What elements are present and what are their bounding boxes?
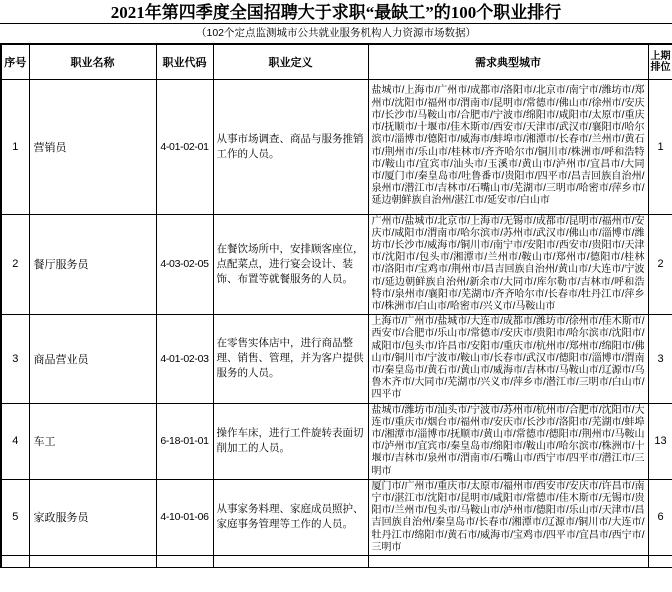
- occupation-code: [156, 555, 213, 567]
- demand-cities: 上海市/广州市/盐城市/大连市/成都市/潍坊市/徐州市/佳木斯市/西安市/合肥市/乐山市/常德市/安庆市/贵阳市/哈尔滨市/沈阳市/咸阳市/包头市/许昌市/安阳市/重庆市/杭州市/郑州市/绵阳市/佛山市/铜川市/宁波市/鞍山市/长春市/武汉市/德阳市/淄博市/渭南市/秦皇岛市/黄石市/黄山市/威海市/吉林市/马鞍山市/辽源市/乌鲁木齐市/大同市/芜湖市/兴义市/萍乡市/潜江市/三明市/白山市/四平市: [368, 315, 648, 403]
- table-row: [1, 403, 672, 479]
- occupation-name: 餐厅服务员: [29, 214, 156, 315]
- table-header: [1, 44, 672, 79]
- occupation-code: 4-03-02-05: [156, 214, 213, 315]
- row-number: 4: [1, 403, 29, 479]
- occupation-code: 4-01-02-03: [156, 315, 213, 403]
- col-header-occupation: 职业名称: [29, 44, 156, 79]
- occupation-name: [29, 555, 156, 567]
- table-body: [1, 79, 672, 567]
- table-row: [1, 79, 672, 214]
- demand-cities: 盐城市/上海市/广州市/成都市/洛阳市/北京市/南宁市/潍坊市/郑州市/沈阳市/福州市/渭南市/昆明市/常德市/佛山市/徐州市/安庆市/长沙市/马鞍山市/合肥市/宁波市/绵阳市/咸阳市/太原市/重庆市/抚顺市/十堰市/佳木斯市/西安市/天津市/武汉市/襄阳市/哈尔滨市/淄博市/德阳市/威海市/蚌埠市/湘潭市/长春市/兰州市/黄石市/荆州市/乐山市/桂林市/齐齐哈尔市/铜川市/株洲市/呼和浩特市/鞍山市/宜宾市/汕头市/玉溪市/黄山市/泸州市/宜昌市/大同市/厦门市/秦皇岛市/吐鲁番市/贵阳市/四平市/昌吉回族自治州/泉州市/潜江市/吉林市/石嘴山市/芜湖市/三明市/哈密市/萍乡市/延边朝鲜族自治州/湛江市/延安市/白山市: [368, 79, 648, 214]
- table-row: [1, 555, 672, 567]
- row-number: 5: [1, 479, 29, 555]
- demand-cities: [368, 555, 648, 567]
- occupation-definition: 从事家务料理、家庭成员照护、家庭事务管理等工作的人员。: [213, 479, 368, 555]
- occupation-definition: 在零售实体店中，进行商品整理、销售、管理，并为客户提供服务的人员。: [213, 315, 368, 403]
- occupation-name: 商品营业员: [29, 315, 156, 403]
- page-title: 2021年第四季度全国招聘大于求职“最缺工”的100个职业排行: [0, 0, 672, 24]
- previous-rank: 13: [648, 403, 672, 479]
- previous-rank: 1: [648, 79, 672, 214]
- previous-rank: 6: [648, 479, 672, 555]
- occupation-ranking-table: [0, 43, 672, 568]
- col-header-number: 序号: [1, 44, 29, 79]
- table-row: [1, 315, 672, 403]
- demand-cities: 厦门市/广州市/重庆市/太原市/福州市/西安市/安庆市/许昌市/南宁市/湛江市/沈阳市/昆明市/咸阳市/常德市/佳木斯市/无锡市/贵阳市/兰州市/包头市/马鞍山市/泸州市/德阳市/乐山市/天津市/昌吉回族自治州/秦皇岛市/长春市/湘潭市/辽源市/铜川市/大连市/牡丹江市/绵阳市/黄石市/威海市/宝鸡市/四平市/宜昌市/西宁市/三明市: [368, 479, 648, 555]
- table-row: [1, 214, 672, 315]
- table-row: [1, 479, 672, 555]
- occupation-code: 6-18-01-01: [156, 403, 213, 479]
- occupation-definition: [213, 555, 368, 567]
- occupation-definition: 操作车床，进行工件旋转表面切削加工的人员。: [213, 403, 368, 479]
- previous-rank: 2: [648, 214, 672, 315]
- previous-rank: 3: [648, 315, 672, 403]
- row-number: 2: [1, 214, 29, 315]
- row-number: [1, 555, 29, 567]
- occupation-name: 营销员: [29, 79, 156, 214]
- occupation-definition: 在餐饮场所中，安排顾客座位，点配菜点，进行宴会设计、装饰、布置等就餐服务的人员。: [213, 214, 368, 315]
- row-number: 3: [1, 315, 29, 403]
- col-header-cities: 需求典型城市: [368, 44, 648, 79]
- col-header-code: 职业代码: [156, 44, 213, 79]
- previous-rank: [648, 555, 672, 567]
- demand-cities: 盐城市/潍坊市/汕头市/宁波市/苏州市/杭州市/合肥市/沈阳市/大连市/重庆市/烟台市/福州市/安庆市/长沙市/洛阳市/芜湖市/蚌埠市/湘潭市/淄博市/抚顺市/黄山市/常德市/德阳市/荆州市/马鞍山市/泸州市/宜宾市/秦皇岛市/绵阳市/鞍山市/哈尔滨市/株洲市/十堰市/吉林市/泉州市/渭南市/石嘴山市/西宁市/四平市/潜江市/三明市: [368, 403, 648, 479]
- page-subtitle: （102个定点监测城市公共就业服务机构人力资源市场数据）: [195, 27, 477, 39]
- occupation-name: 车工: [29, 403, 156, 479]
- occupation-code: 4-10-01-06: [156, 479, 213, 555]
- row-number: 1: [1, 79, 29, 214]
- occupation-name: 家政服务员: [29, 479, 156, 555]
- occupation-code: 4-01-02-01: [156, 79, 213, 214]
- header-row: [1, 44, 672, 79]
- col-header-prev-rank: 上期排位: [648, 44, 672, 79]
- occupation-definition: 从事市场调查、商品与服务推销工作的人员。: [213, 79, 368, 214]
- demand-cities: 广州市/盐城市/北京市/上海市/无锡市/成都市/昆明市/福州市/安庆市/咸阳市/渭南市/哈尔滨市/苏州市/武汉市/佛山市/淄博市/潍坊市/长沙市/威海市/铜川市/南宁市/安阳市/西安市/贵阳市/天津市/沈阳市/包头市/湘潭市/兰州市/鞍山市/郑州市/德阳市/桂林市/洛阳市/宝鸡市/荆州市/昌吉回族自治州/黄山市/大连市/宁波市/延边朝鲜族自治州/新余市/大同市/库尔勒市/吉林市/呼和浩特市/泉州市/襄阳市/芜湖市/齐齐哈尔市/长春市/牡丹江市/萍乡市/株洲市/白山市/哈密市/兴义市/马鞍山市: [368, 214, 648, 315]
- col-header-definition: 职业定义: [213, 44, 368, 79]
